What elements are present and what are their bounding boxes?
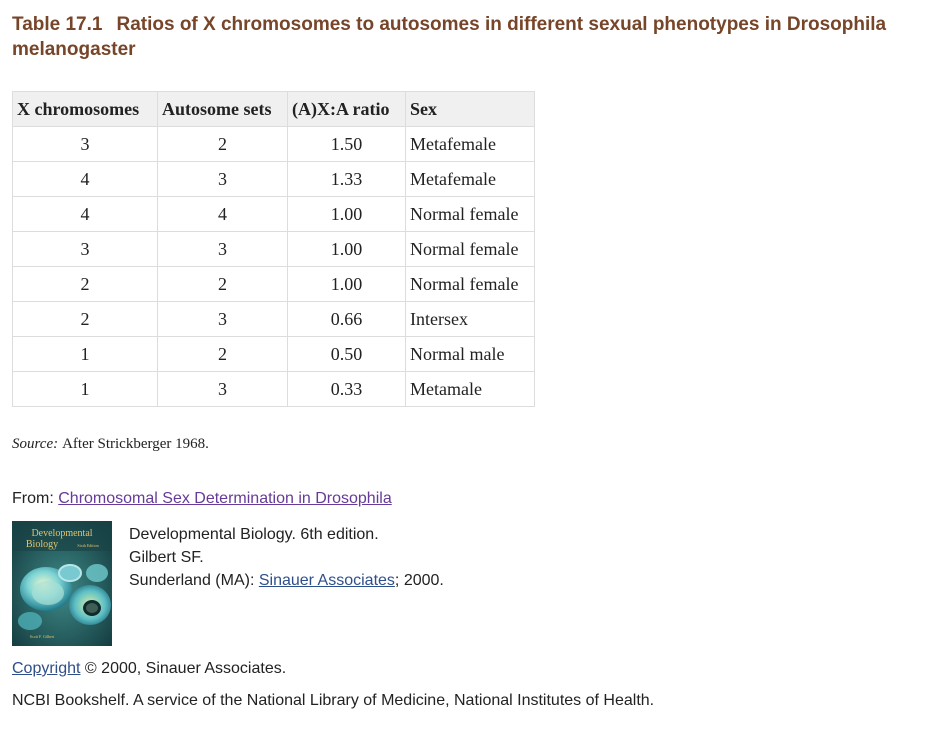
publisher-link[interactable]: Sinauer Associates bbox=[258, 572, 395, 589]
cover-edition: Sixth Edition bbox=[77, 543, 99, 548]
copyright-text: © 2000, Sinauer Associates. bbox=[80, 660, 287, 677]
table-caption: Ratios of X chromosomes to autosomes in different sexual phenotypes in Drosophila melanogaster bbox=[12, 14, 887, 60]
publisher-suffix: ; 2000. bbox=[394, 572, 444, 589]
cover-author: Scott F. Gilbert bbox=[29, 634, 55, 639]
cell-autosome-sets: 3 bbox=[158, 162, 288, 197]
cell-x-chromosomes: 1 bbox=[13, 337, 158, 372]
header-autosome-sets: Autosome sets bbox=[158, 92, 288, 127]
chapter-link[interactable]: Chromosomal Sex Determination in Drosophila bbox=[58, 490, 392, 507]
ratio-table bbox=[12, 91, 535, 407]
cell-xa-ratio: 0.33 bbox=[288, 372, 406, 407]
book-author: Gilbert SF. bbox=[129, 549, 204, 566]
book-cover-art bbox=[12, 521, 112, 646]
cell-sex: Normal female bbox=[406, 232, 535, 267]
cell-xa-ratio: 1.50 bbox=[288, 127, 406, 162]
table-row bbox=[13, 232, 535, 267]
cell-x-chromosomes: 4 bbox=[13, 162, 158, 197]
cell-autosome-sets: 2 bbox=[158, 127, 288, 162]
cell-sex: Metafemale bbox=[406, 162, 535, 197]
book-title: Developmental Biology. 6th edition. bbox=[129, 526, 379, 543]
cell-sex: Metamale bbox=[406, 372, 535, 407]
cell-xa-ratio: 1.00 bbox=[288, 232, 406, 267]
cell-autosome-sets: 3 bbox=[158, 302, 288, 337]
cell-autosome-sets: 3 bbox=[158, 232, 288, 267]
table-row bbox=[13, 127, 535, 162]
cover-title-line2: Biology bbox=[25, 539, 59, 550]
table-row bbox=[13, 337, 535, 372]
cell-autosome-sets: 2 bbox=[158, 267, 288, 302]
cell-sex: Normal male bbox=[406, 337, 535, 372]
from-line bbox=[12, 490, 392, 508]
cell-xa-ratio: 1.33 bbox=[288, 162, 406, 197]
cell-sex: Normal female bbox=[406, 267, 535, 302]
cell-xa-ratio: 1.00 bbox=[288, 197, 406, 232]
table-source-note bbox=[12, 436, 209, 453]
cell-x-chromosomes: 4 bbox=[13, 197, 158, 232]
cell-x-chromosomes: 2 bbox=[13, 302, 158, 337]
copyright-line bbox=[12, 660, 286, 678]
table-header-row bbox=[13, 92, 535, 127]
source-text: After Strickberger 1968. bbox=[62, 436, 209, 452]
publisher-prefix: Sunderland (MA): bbox=[129, 572, 259, 589]
cell-autosome-sets: 3 bbox=[158, 372, 288, 407]
table-row bbox=[13, 372, 535, 407]
cell-xa-ratio: 0.50 bbox=[288, 337, 406, 372]
table-row bbox=[13, 267, 535, 302]
cell-sex: Intersex bbox=[406, 302, 535, 337]
from-label: From: bbox=[12, 490, 54, 507]
cell-x-chromosomes: 3 bbox=[13, 127, 158, 162]
book-cover-image[interactable] bbox=[12, 521, 112, 646]
table-row bbox=[13, 197, 535, 232]
cover-title-line1: Developmental bbox=[31, 528, 93, 539]
cell-autosome-sets: 4 bbox=[158, 197, 288, 232]
book-citation bbox=[129, 523, 444, 592]
source-label: Source: bbox=[12, 436, 59, 452]
table-label: Table 17.1 bbox=[12, 14, 103, 35]
cell-x-chromosomes: 3 bbox=[13, 232, 158, 267]
cell-sex: Normal female bbox=[406, 197, 535, 232]
table-row bbox=[13, 302, 535, 337]
cell-x-chromosomes: 1 bbox=[13, 372, 158, 407]
cell-autosome-sets: 2 bbox=[158, 337, 288, 372]
table-row bbox=[13, 162, 535, 197]
copyright-link[interactable]: Copyright bbox=[12, 660, 81, 677]
ncbi-footer: NCBI Bookshelf. A service of the National Library of Medicine, National Institutes of Health. bbox=[12, 692, 655, 709]
cell-xa-ratio: 0.66 bbox=[288, 302, 406, 337]
cell-x-chromosomes: 2 bbox=[13, 267, 158, 302]
table-title bbox=[12, 12, 936, 62]
header-x-chromosomes: X chromosomes bbox=[13, 92, 158, 127]
book-publisher bbox=[129, 569, 444, 592]
header-xa-ratio: (A)X:A ratio bbox=[288, 92, 406, 127]
cell-xa-ratio: 1.00 bbox=[288, 267, 406, 302]
cell-sex: Metafemale bbox=[406, 127, 535, 162]
header-sex: Sex bbox=[406, 92, 535, 127]
